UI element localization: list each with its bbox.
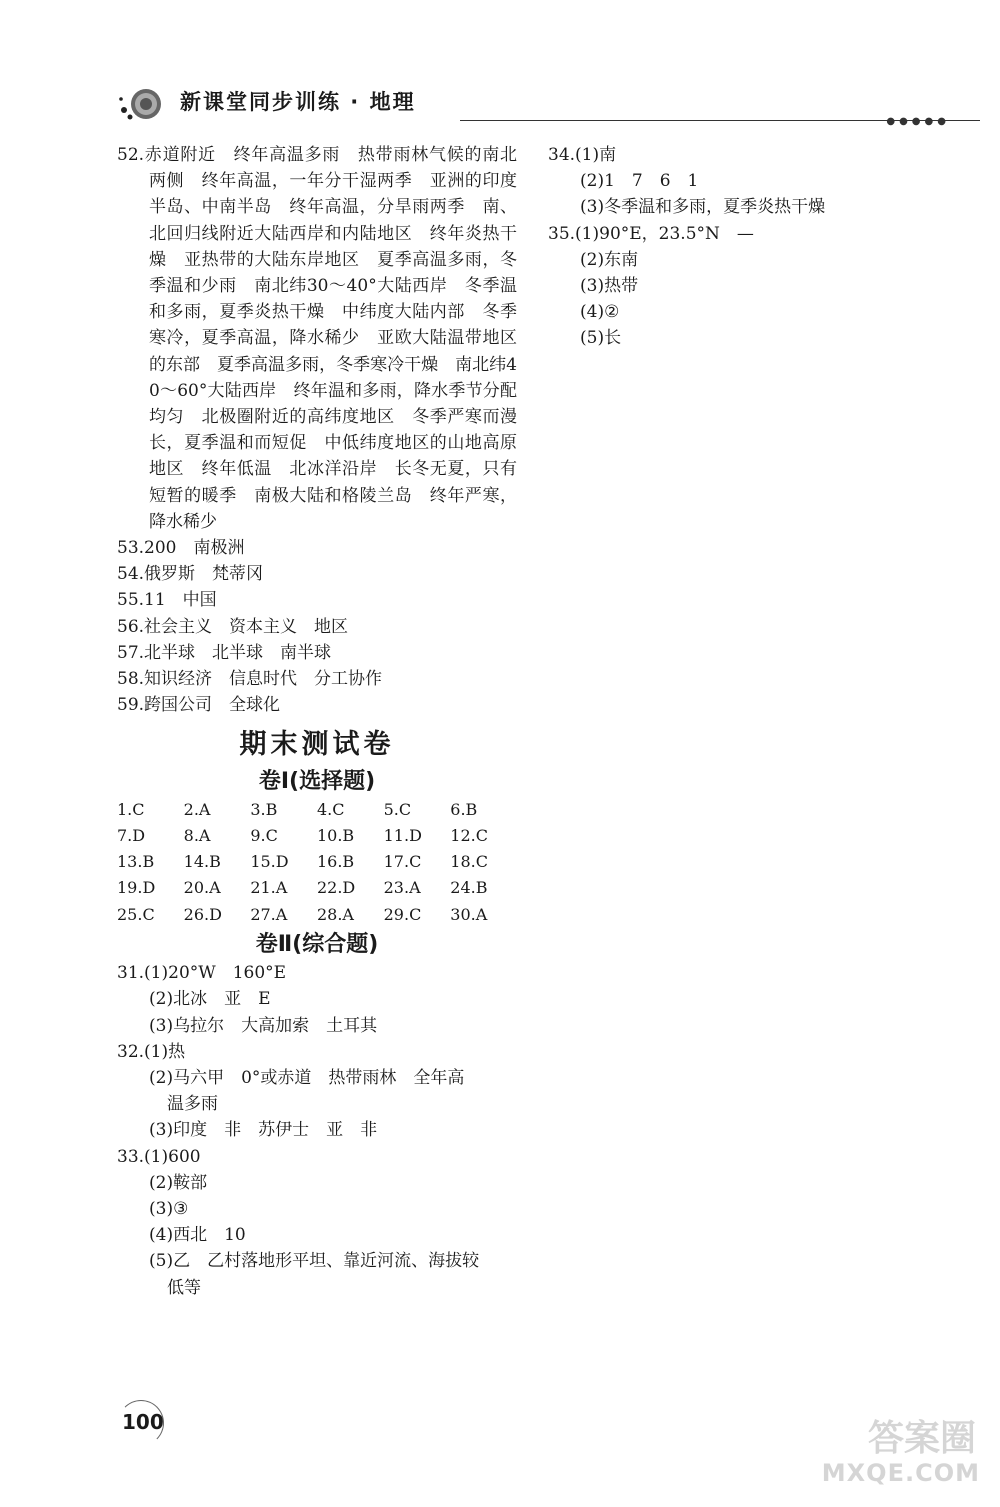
answer-54: 54. 俄罗斯 梵蒂冈 <box>117 564 264 585</box>
table-row: 13.B 14.B 15.D 16.B 17.C 18.C <box>117 852 488 872</box>
answer-59: 59. 跨国公司 全球化 <box>117 695 281 716</box>
book-logo-icon <box>118 84 164 124</box>
site-watermark: 答案圈 MXQE.COM <box>821 1418 980 1487</box>
paper-2-title: 卷Ⅱ(综合题) <box>255 931 379 957</box>
answer-32: 32. (1)热 (2)马六甲 0°或赤道 热带雨林 全年高 温多雨 (3)印度 非 苏伊士 亚 非 <box>117 1041 465 1141</box>
answer-31: 31. (1)20°W 160°E (2)北冰 亚 E (3)乌拉尔 大高加索 土耳其 <box>117 963 378 1036</box>
answer-text: 赤道附近 终年高温多雨 热带雨林气候的南北两侧 终年高温，一年分干湿两季 亚洲的印度半岛、中南半岛 终年高温，分旱雨两季 南、北回归线附近大陆西岸和内陆地区 终年炎热干燥 亚热带的大陆东岸地区 夏季高温多雨，冬季温和少雨 南北纬30～40°大陆西岸 冬季温和多雨，夏季炎热干燥 中纬度大陆内部 冬季寒冷，夏季高温，降水稀少 亚欧大陆温带地区的东部 夏季高温多雨，冬季寒冷干燥 南北纬40～60°大陆西岸 终年温和多雨，降水季节分配均匀 北极圈附近的高纬度地区 冬季严寒而漫长，夏季温和而短促 中低纬度地区的山地高原地区 终年低温 北冰洋沿岸 长冬无夏，只有短暂的暖季 南极大陆和格陵兰岛 终年严寒，降水稀少 <box>144 145 517 532</box>
answer-56: 56. 社会主义 资本主义 地区 <box>117 616 349 637</box>
answer-53: 53. 200 南极洲 <box>117 538 245 559</box>
right-column <box>548 142 928 352</box>
question-number: 52. <box>117 145 145 165</box>
choice-answer-table <box>117 797 517 928</box>
page-number: 100 <box>118 1400 166 1448</box>
answer-35: 35. (1)90°E，23.5°N — (2)东南 (3)热带 (4)② (5)长 <box>548 223 754 349</box>
left-column <box>117 142 517 1301</box>
table-row: 1.C 2.A 3.B 4.C 5.C 6.B <box>117 799 478 819</box>
paper-1-title: 卷Ⅰ(选择题) <box>258 768 376 794</box>
answer-57: 57. 北半球 北半球 南半球 <box>117 642 332 663</box>
header-title: 新课堂同步训练 · 地理 <box>180 90 416 114</box>
answer-34: 34. (1)南 (2)1 7 6 1 (3)冬季温和多雨，夏季炎热干燥 <box>548 145 826 218</box>
answer-58: 58. 知识经济 信息时代 分工协作 <box>117 669 383 690</box>
answer-52 <box>117 142 517 535</box>
table-row: 25.C 26.D 27.A 28.A 29.C 30.A <box>117 904 488 924</box>
table-row: 7.D 8.A 9.C 10.B 11.D 12.C <box>117 826 488 846</box>
header-dots: ●●●●● <box>886 116 950 127</box>
page-header <box>100 72 950 132</box>
table-row: 19.D 20.A 21.A 22.D 23.A 24.B <box>117 878 488 898</box>
exam-title: 期末测试卷 <box>239 729 395 761</box>
answer-33: 33. (1)600 (2)鞍部 (3)③ (4)西北 10 (5)乙 乙村落地形平坦、靠近河流、海拔较 低等 <box>117 1146 480 1298</box>
answer-55: 55. 11 中国 <box>117 590 217 611</box>
